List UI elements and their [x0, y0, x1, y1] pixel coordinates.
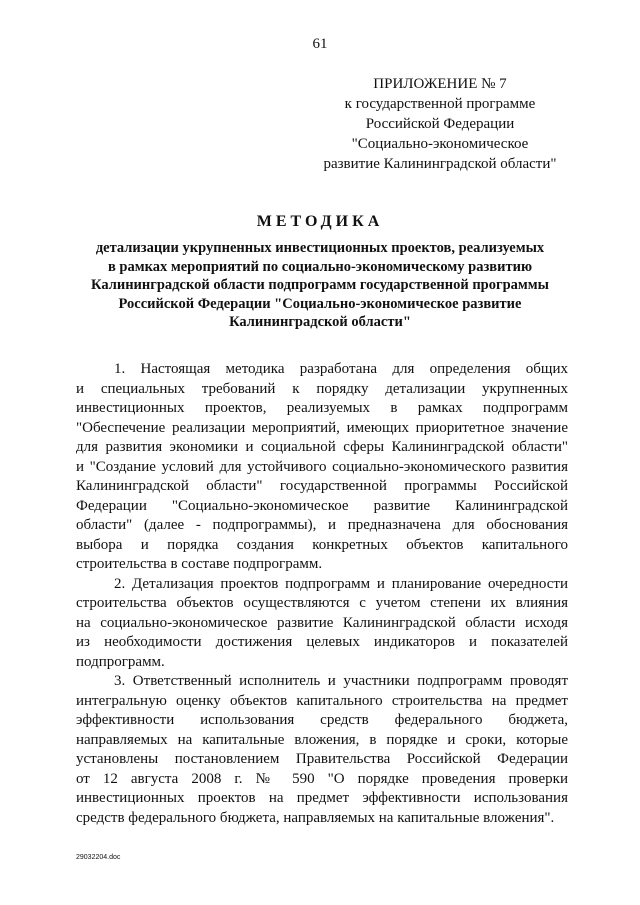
appendix-line: развитие Калининградской области": [323, 156, 557, 172]
text-line: направляемых на капитальные вложения, в порядке и сроки, которые: [76, 731, 568, 748]
appendix-header: [300, 74, 580, 174]
paragraph-3: [76, 672, 568, 828]
text-line: интегральную оценку объектов капитального строительства на предмет: [76, 692, 568, 709]
text-line: эффективности использования средств федерального бюджета,: [76, 712, 568, 728]
text-line: строительства объектов осуществляются с учетом степени их влияния: [76, 595, 568, 611]
text-line: строительства в составе подпрограмм.: [76, 556, 323, 572]
text-line: "Обеспечение реализации мероприятий, имеющих приоритетное значение: [76, 419, 568, 436]
text-line: Федерации "Социально-экономическое развитие Калининградской: [76, 497, 568, 514]
paragraph-2: [76, 575, 568, 673]
appendix-line: Российской Федерации: [365, 116, 515, 132]
document-subtitle: [70, 239, 570, 332]
text-line: 3. Ответственный исполнитель и участники подпрограмм проводят: [114, 673, 568, 689]
text-line: 2. Детализация проектов подпрограмм и планирование очередности: [114, 575, 568, 592]
text-line: из необходимости достижения целевых индикаторов и показателей: [76, 634, 568, 650]
text-line: Калининградской области" государственной программы Российской: [76, 478, 568, 494]
appendix-line: "Социально-экономическое: [351, 136, 529, 152]
text-line: и специальных требований к порядку детализации укрупненных: [76, 380, 568, 397]
file-name-footer: 29032204.doc: [76, 854, 121, 861]
text-line: инвестиционных проектов на предмет эффективности использования: [76, 790, 568, 806]
text-line: установлены постановлением Правительства Российской Федерации: [76, 751, 568, 767]
page-number: 61: [312, 36, 328, 52]
paragraph-1: [76, 360, 568, 575]
text-line: средств федерального бюджета, направляемых на капитальные вложения".: [76, 809, 555, 826]
appendix-line: к государственной программе: [344, 96, 536, 112]
text-line: области" (далее - подпрограммы), и предназначена для обоснования: [76, 517, 568, 533]
text-line: и "Создание условий для устойчивого социально-экономического развития: [76, 458, 568, 475]
text-line: на социально-экономическое развитие Калининградской области исходя: [76, 614, 568, 631]
subtitle-line: Калининградской области подпрограмм государственной программы: [91, 277, 549, 293]
subtitle-line: в рамках мероприятий по социально-экономическому развитию: [107, 258, 533, 275]
text-line: для развития экономики и социальной сферы Калининградской области": [76, 439, 568, 455]
text-line: 1. Настоящая методика разработана для определения общих: [114, 361, 568, 377]
text-line: инвестиционных проектов, реализуемых в рамках подпрограмм: [76, 400, 568, 416]
appendix-line: ПРИЛОЖЕНИЕ № 7: [373, 76, 507, 92]
text-line: от 12 августа 2008 г. № 590 "О порядке проведения проверки: [76, 770, 568, 787]
document-title: МЕТОДИКА: [256, 213, 384, 230]
subtitle-line: детализации укрупненных инвестиционных проектов, реализуемых: [95, 240, 545, 256]
subtitle-line: Калининградской области": [229, 314, 411, 330]
text-line: выбора и порядка создания конкретных объектов капитального: [76, 536, 568, 553]
text-line: подпрограмм.: [76, 653, 165, 670]
document-body: [76, 360, 568, 828]
subtitle-line: Российской Федерации "Социально-экономическое развитие: [118, 295, 522, 312]
